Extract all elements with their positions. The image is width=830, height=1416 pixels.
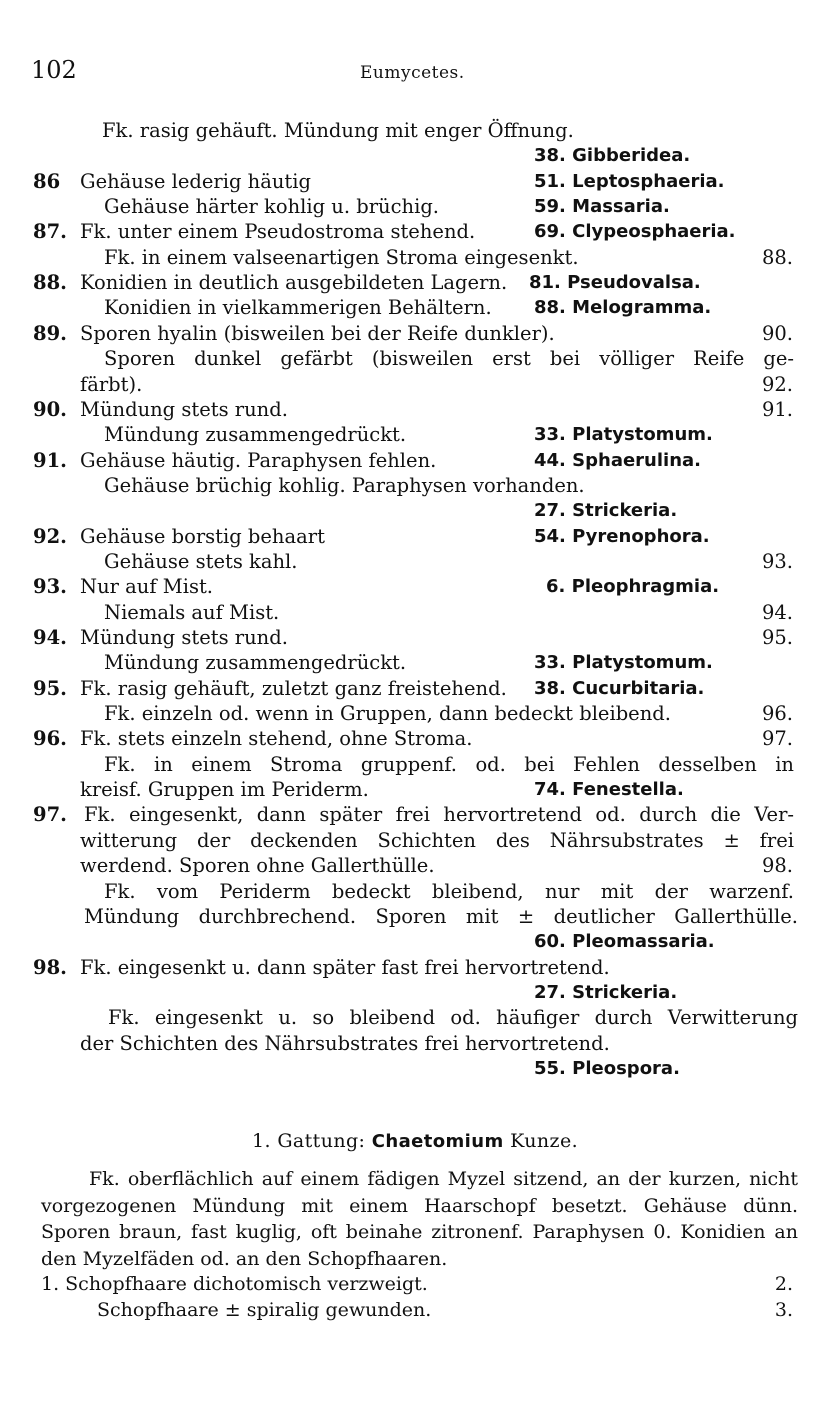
genus-heading [0, 1130, 830, 1152]
key-text: Konidien in deutlich ausgebildeten Lagern. [80, 271, 508, 295]
key-text: Fk. rasig gehäuft, zuletzt ganz freistehend. [80, 676, 507, 700]
key-line [0, 397, 830, 423]
key-text: Sporen dunkel gefärbt (bisweilen erst bei völliger Reife ge- [104, 347, 794, 371]
key-text: Gehäuse lederig häutig [80, 169, 311, 193]
key-number: 97. [33, 803, 67, 827]
key-number: 95. [33, 676, 67, 700]
key-lead-number: 94. [761, 600, 793, 624]
key-lead-number: 95. [761, 626, 793, 649]
key-line [0, 245, 830, 271]
key-text: Mündung durchbrechend. Sporen mit ± deutlicher Gallerthülle. [84, 904, 798, 928]
key-number: 86 [33, 169, 61, 193]
key-line [0, 169, 830, 195]
key-genus-reference: 55. Pleospora. [534, 1057, 680, 1079]
sub-key-text: 1. Schopfhaare dichotomisch verzweigt. [41, 1273, 428, 1295]
key-line [0, 1005, 830, 1031]
key-number: 91. [33, 448, 67, 472]
key-lead-number: 98. [761, 854, 793, 878]
genus-name: Chaetomium [371, 1131, 504, 1152]
key-text: Fk. stets einzeln stehend, ohne Stroma. [80, 727, 473, 751]
key-line [0, 828, 830, 854]
key-line [0, 321, 830, 347]
key-text: der Schichten des Nährsubstrates frei hervortretend. [80, 1031, 610, 1055]
key-number: 88. [33, 271, 67, 295]
key-line [0, 802, 830, 828]
key-genus-reference: 6. Pleophragmia. [546, 576, 720, 598]
key-genus-reference: 38. Cucurbitaria. [534, 677, 705, 699]
key-line [0, 676, 830, 702]
key-text: Fk. unter einem Pseudostroma stehend. [80, 220, 476, 244]
key-text: Mündung zusammengedrückt. [104, 651, 407, 675]
key-line [0, 270, 830, 296]
key-line [0, 448, 830, 474]
sub-key-text: Schopfhaare ± spiralig gewunden. [97, 1299, 432, 1321]
key-lead-number: 93. [761, 549, 793, 573]
key-line [0, 219, 830, 245]
key-line [0, 600, 830, 626]
key-genus-reference: 27. Strickeria. [534, 981, 678, 1003]
key-line [0, 422, 830, 448]
page-number: 102 [31, 56, 77, 84]
key-line [0, 372, 830, 398]
key-line [0, 980, 830, 1006]
sub-key-lead: 3. [774, 1299, 793, 1321]
genus-heading-prefix: 1. Gattung: [251, 1130, 372, 1152]
key-genus-reference: 33. Platystomum. [534, 424, 713, 446]
key-genus-reference: 69. Clypeosphaeria. [534, 221, 736, 243]
key-line [0, 879, 830, 905]
sub-key-line [41, 1271, 428, 1297]
key-line [0, 143, 830, 169]
key-number: 94. [33, 626, 67, 649]
key-number: 93. [33, 575, 67, 599]
key-genus-reference: 60. Pleomassaria. [534, 931, 715, 953]
key-line [0, 701, 830, 727]
key-text: Fk. vom Periderm bedeckt bleibend, nur mit der warzenf. [104, 879, 794, 903]
key-genus-reference: 44. Sphaerulina. [534, 449, 702, 471]
key-text: Gehäuse borstig behaart [80, 524, 325, 548]
key-line [0, 549, 830, 575]
key-line [0, 955, 830, 981]
key-line [0, 752, 830, 778]
key-text: Gehäuse stets kahl. [104, 549, 298, 573]
key-text: kreisf. Gruppen im Periderm. [80, 778, 369, 802]
key-text: witterung der deckenden Schichten des Nährsubstrates ± frei [80, 828, 794, 852]
key-genus-reference: 27. Strickeria. [534, 500, 678, 522]
key-text: Fk. eingesenkt u. dann später fast frei hervortretend. [80, 955, 610, 979]
sub-key-lead: 2. [774, 1273, 793, 1295]
key-line [0, 473, 830, 499]
genus-description-text: Fk. oberflächlich auf einem fädigen Myzel sitzend, an der kurzen, nicht vorgezogenen Mündung mit einem Haarschopf besetzt. Gehäuse dünn. Sporen braun, fast kuglig, oft beinahe zitronenf. Paraphysen 0. Konidien an den Myzelfäden od. an den Schopfhaaren. [41, 1168, 798, 1270]
key-genus-reference: 54. Pyrenophora. [534, 525, 710, 547]
key-line [0, 194, 830, 220]
key-lead-number: 97. [761, 727, 793, 751]
key-number: 90. [33, 397, 67, 421]
key-genus-reference: 59. Massaria. [534, 196, 670, 218]
key-genus-reference: 81. Pseudovalsa. [529, 272, 701, 294]
key-text: Fk. eingesenkt u. so bleibend od. häufiger durch Verwitterung [108, 1006, 798, 1030]
key-number: 87. [33, 220, 67, 244]
key-line [0, 1031, 830, 1057]
key-lead-number: 90. [761, 321, 793, 345]
key-number: 92. [33, 524, 67, 548]
key-lead-number: 88. [761, 245, 793, 269]
key-line [0, 574, 830, 600]
key-number: 89. [33, 321, 67, 345]
key-text: Konidien in vielkammerigen Behältern. [104, 296, 492, 320]
key-text: Sporen hyalin (bisweilen bei der Reife dunkler). [80, 321, 555, 345]
key-line [0, 346, 830, 372]
key-text: Nur auf Mist. [80, 575, 213, 599]
key-line [0, 118, 830, 144]
key-text: Gehäuse häutig. Paraphysen fehlen. [80, 448, 437, 472]
key-text: Gehäuse härter kohlig u. brüchig. [104, 195, 439, 219]
key-text: Fk. in einem Stroma gruppenf. od. bei Fehlen desselben in [104, 752, 794, 776]
key-text: Niemals auf Mist. [104, 600, 280, 624]
sub-key-line [97, 1297, 431, 1323]
key-line [0, 726, 830, 752]
key-text: Mündung stets rund. [80, 626, 288, 649]
key-number: 98. [33, 955, 67, 979]
key-lead-number: 92. [761, 372, 793, 396]
key-line [0, 1056, 830, 1082]
key-number: 96. [33, 727, 67, 751]
key-line [0, 929, 830, 955]
key-text: Fk. eingesenkt, dann später frei hervortretend od. durch die Ver- [84, 803, 794, 827]
key-text: werdend. Sporen ohne Gallerthülle. [80, 854, 435, 878]
key-text: Fk. in einem valseenartigen Stroma eingesenkt. [104, 245, 579, 269]
key-text: Mündung stets rund. [80, 397, 288, 421]
key-text: färbt). [80, 372, 143, 396]
key-line [0, 650, 830, 676]
key-lead-number: 96. [761, 702, 793, 726]
key-line [0, 498, 830, 524]
key-text: Fk. rasig gehäuft. Mündung mit enger Öffnung. [102, 119, 574, 142]
genus-description [41, 1166, 798, 1272]
key-text: Mündung zusammengedrückt. [104, 423, 407, 447]
key-text: Gehäuse brüchig kohlig. Paraphysen vorhanden. [104, 473, 585, 497]
key-line [0, 625, 830, 651]
key-genus-reference: 88. Melogramma. [534, 297, 712, 319]
key-line [0, 904, 830, 930]
key-genus-reference: 38. Gibberidea. [534, 145, 691, 167]
running-title: Eumycetes. [360, 63, 465, 83]
key-text: Fk. einzeln od. wenn in Gruppen, dann bedeckt bleibend. [104, 702, 671, 726]
key-genus-reference: 51. Leptosphaeria. [534, 170, 725, 192]
genus-author: Kunze. [503, 1130, 579, 1152]
key-line [0, 853, 830, 879]
key-line [0, 295, 830, 321]
key-lead-number: 91. [761, 397, 793, 421]
key-line [0, 777, 830, 803]
key-line [0, 524, 830, 550]
key-genus-reference: 33. Platystomum. [534, 652, 713, 674]
key-genus-reference: 74. Fenestella. [534, 779, 684, 801]
